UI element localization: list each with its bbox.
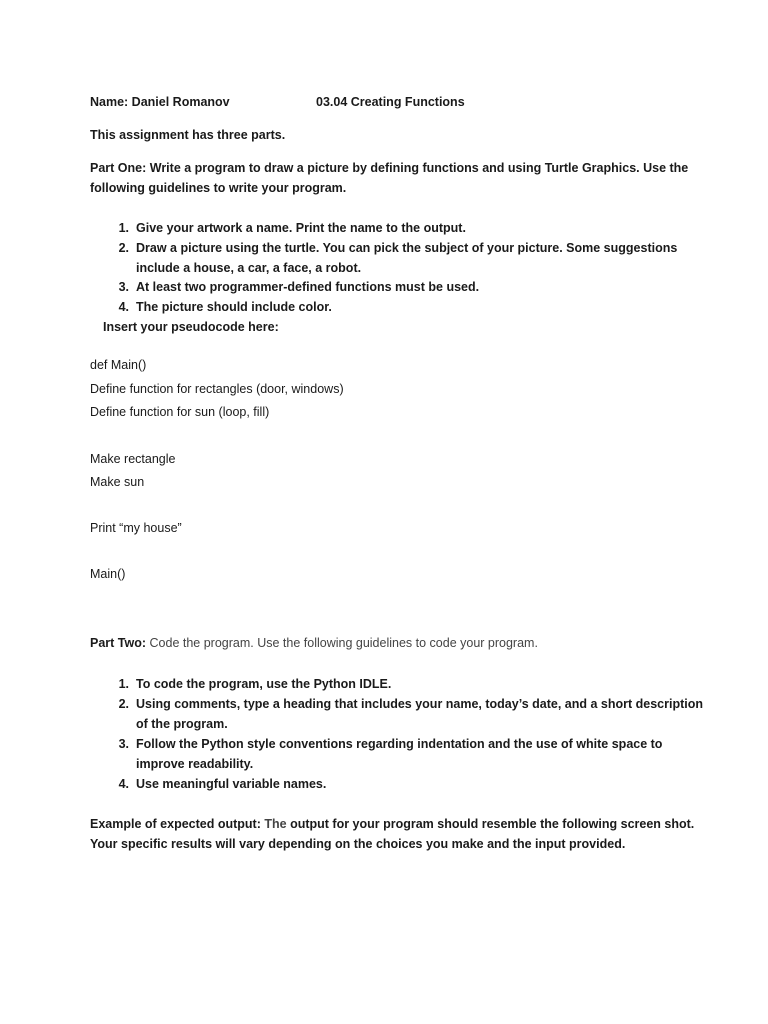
expected-output-text-line2: Your specific results will vary depending on the choices you make and the input provided. [90,837,626,851]
part-two-paragraph [90,635,538,651]
part-one-paragraph [90,160,688,176]
pseudocode-make-rect: Make rectangle [90,452,176,466]
pseudocode-make-sun: Make sun [90,475,145,489]
list-number: 2. [118,697,129,711]
list-number: 4. [118,777,129,791]
pseudocode-def-main: def Main() [90,358,147,372]
list-item-continuation: improve readability. [136,757,254,771]
list-item: Give your artwork a name. Print the name to the output. [136,221,466,235]
part-two-text: Code the program. Use the following guidelines to code your program. [149,636,538,650]
list-item: Follow the Python style conventions regarding indentation and the use of white space to [136,737,663,751]
list-number: 2. [118,241,129,255]
pseudocode-prompt: Insert your pseudocode here: [103,320,279,334]
part-one-label: Part One: [90,161,147,175]
list-item-continuation: include a house, a car, a face, a robot. [136,261,362,275]
list-item: Draw a picture using the turtle. You can pick the subject of your picture. Some suggestions [136,241,678,255]
list-number: 1. [118,221,129,235]
assignment-title: 03.04 Creating Functions [316,95,465,109]
expected-output-paragraph [90,816,694,832]
list-item: The picture should include color. [136,300,332,314]
pseudocode-define-sun: Define function for sun (loop, fill) [90,405,270,419]
expected-output-text-a: The [264,817,287,831]
intro-text: This assignment has three parts. [90,128,286,142]
list-number: 4. [118,300,129,314]
student-name: Name: Daniel Romanov [90,95,230,109]
pseudocode-call-main: Main() [90,567,126,581]
pseudocode-define-rect: Define function for rectangles (door, windows) [90,382,344,396]
list-number: 3. [118,737,129,751]
part-one-text-line2: following guidelines to write your program. [90,181,347,195]
list-number: 3. [118,280,129,294]
list-item: To code the program, use the Python IDLE. [136,677,392,691]
part-one-text-line1: Write a program to draw a picture by defining functions and using Turtle Graphics. Use the [149,161,689,175]
list-item: Using comments, type a heading that includes your name, today’s date, and a short description [136,697,704,711]
list-item: Use meaningful variable names. [136,777,327,791]
list-item-continuation: of the program. [136,717,228,731]
list-number: 1. [118,677,129,691]
pseudocode-print-house: Print “my house” [90,521,182,535]
expected-output-text-b: output for your program should resemble the following screen shot. [290,817,695,831]
list-item: At least two programmer-defined functions must be used. [136,280,480,294]
part-two-label: Part Two: [90,636,147,650]
expected-output-label: Example of expected output: [90,817,261,831]
